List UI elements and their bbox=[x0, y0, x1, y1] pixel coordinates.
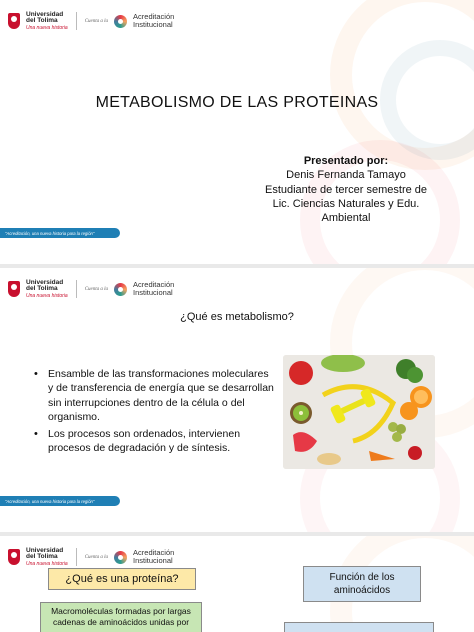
accreditation-line2: Institucional bbox=[133, 288, 173, 297]
university-shield-icon bbox=[8, 13, 20, 29]
accreditation-logo-icon bbox=[114, 283, 127, 296]
food-illustration bbox=[283, 355, 435, 469]
accreditation-text bbox=[133, 13, 174, 29]
header-logos bbox=[8, 8, 174, 34]
accreditation-logo-icon bbox=[114, 551, 127, 564]
footer-banner bbox=[0, 496, 120, 506]
university-name-line1: Universidad bbox=[26, 278, 64, 286]
university-tagline: Una nueva historia bbox=[26, 292, 68, 299]
university-logo-text bbox=[26, 280, 68, 299]
university-name-line2: del Tolima bbox=[26, 285, 58, 292]
university-logo-text bbox=[26, 548, 68, 567]
slide-1 bbox=[0, 0, 474, 264]
slide-3 bbox=[0, 536, 474, 632]
footer-banner bbox=[0, 228, 120, 238]
slide-title: METABOLISMO DE LAS PROTEINAS bbox=[95, 94, 379, 111]
header-divider bbox=[76, 280, 77, 298]
university-name-line1: Universidad bbox=[26, 546, 64, 554]
footer-banner-text: "Acreditación, una nueva historia para la región" bbox=[5, 498, 95, 504]
header-slogan: Cuenta a la bbox=[84, 286, 109, 292]
university-tagline: Una nueva historia bbox=[26, 24, 68, 31]
presenter-line3: Ambiental bbox=[321, 212, 371, 225]
accreditation-line1: Acreditación bbox=[133, 548, 175, 558]
presenter-line1: Estudiante de tercer semestre de bbox=[264, 183, 428, 196]
footer-banner-text: "Acreditación, una nueva historia para la región" bbox=[5, 230, 95, 236]
accreditation-line2: Institucional bbox=[133, 20, 173, 29]
bullet-list bbox=[34, 367, 274, 458]
protein-question-box: ¿Qué es una proteína? bbox=[48, 568, 196, 590]
healthy-food-photo bbox=[283, 355, 435, 469]
header-slogan: Cuenta a la bbox=[84, 554, 109, 560]
university-tagline: Una nueva historia bbox=[26, 560, 68, 567]
accreditation-text bbox=[133, 281, 174, 297]
bullet-item: • Ensamble de las transformaciones moleculares y de transferencia de energía que se desarrollan sin interrupciones dentro de la célula o del organismo. bbox=[34, 367, 274, 425]
accreditation-line2: Institucional bbox=[133, 556, 173, 565]
slide-question: ¿Qué es metabolismo? bbox=[180, 311, 294, 323]
protein-definition-box: Macromoléculas formadas por largas cadenas de aminoácidos unidas por bbox=[40, 602, 202, 632]
header-divider bbox=[76, 548, 77, 566]
presenter-block bbox=[240, 154, 452, 225]
accreditation-text bbox=[133, 549, 174, 565]
university-name-line1: Universidad bbox=[26, 10, 64, 18]
accreditation-line1: Acreditación bbox=[133, 280, 175, 290]
amino-acid-detail-box bbox=[284, 622, 434, 632]
accreditation-line1: Acreditación bbox=[133, 12, 175, 22]
tomato-icon bbox=[289, 361, 313, 385]
bread-icon bbox=[317, 453, 341, 465]
university-name-line2: del Tolima bbox=[26, 553, 58, 560]
slide-2 bbox=[0, 268, 474, 532]
header-divider bbox=[76, 12, 77, 30]
amino-acid-function-box: Función de los aminoácidos bbox=[303, 566, 421, 602]
strawberry-icon bbox=[408, 446, 422, 460]
bullet-item: • Los procesos son ordenados, intervienen procesos de degradación y de síntesis. bbox=[34, 427, 274, 456]
header-slogan: Cuenta a la bbox=[84, 18, 109, 24]
university-shield-icon bbox=[8, 281, 20, 297]
accreditation-logo-icon bbox=[114, 15, 127, 28]
presenter-line2: Lic. Ciencias Naturales y Edu. bbox=[272, 197, 420, 210]
university-name-line2: del Tolima bbox=[26, 17, 58, 24]
header-logos bbox=[8, 544, 174, 570]
presenter-name: Denis Fernanda Tamayo bbox=[286, 169, 406, 182]
university-shield-icon bbox=[8, 549, 20, 565]
presenter-heading: Presentado por: bbox=[303, 155, 389, 167]
header-logos bbox=[8, 276, 174, 302]
university-logo-text bbox=[26, 12, 68, 31]
